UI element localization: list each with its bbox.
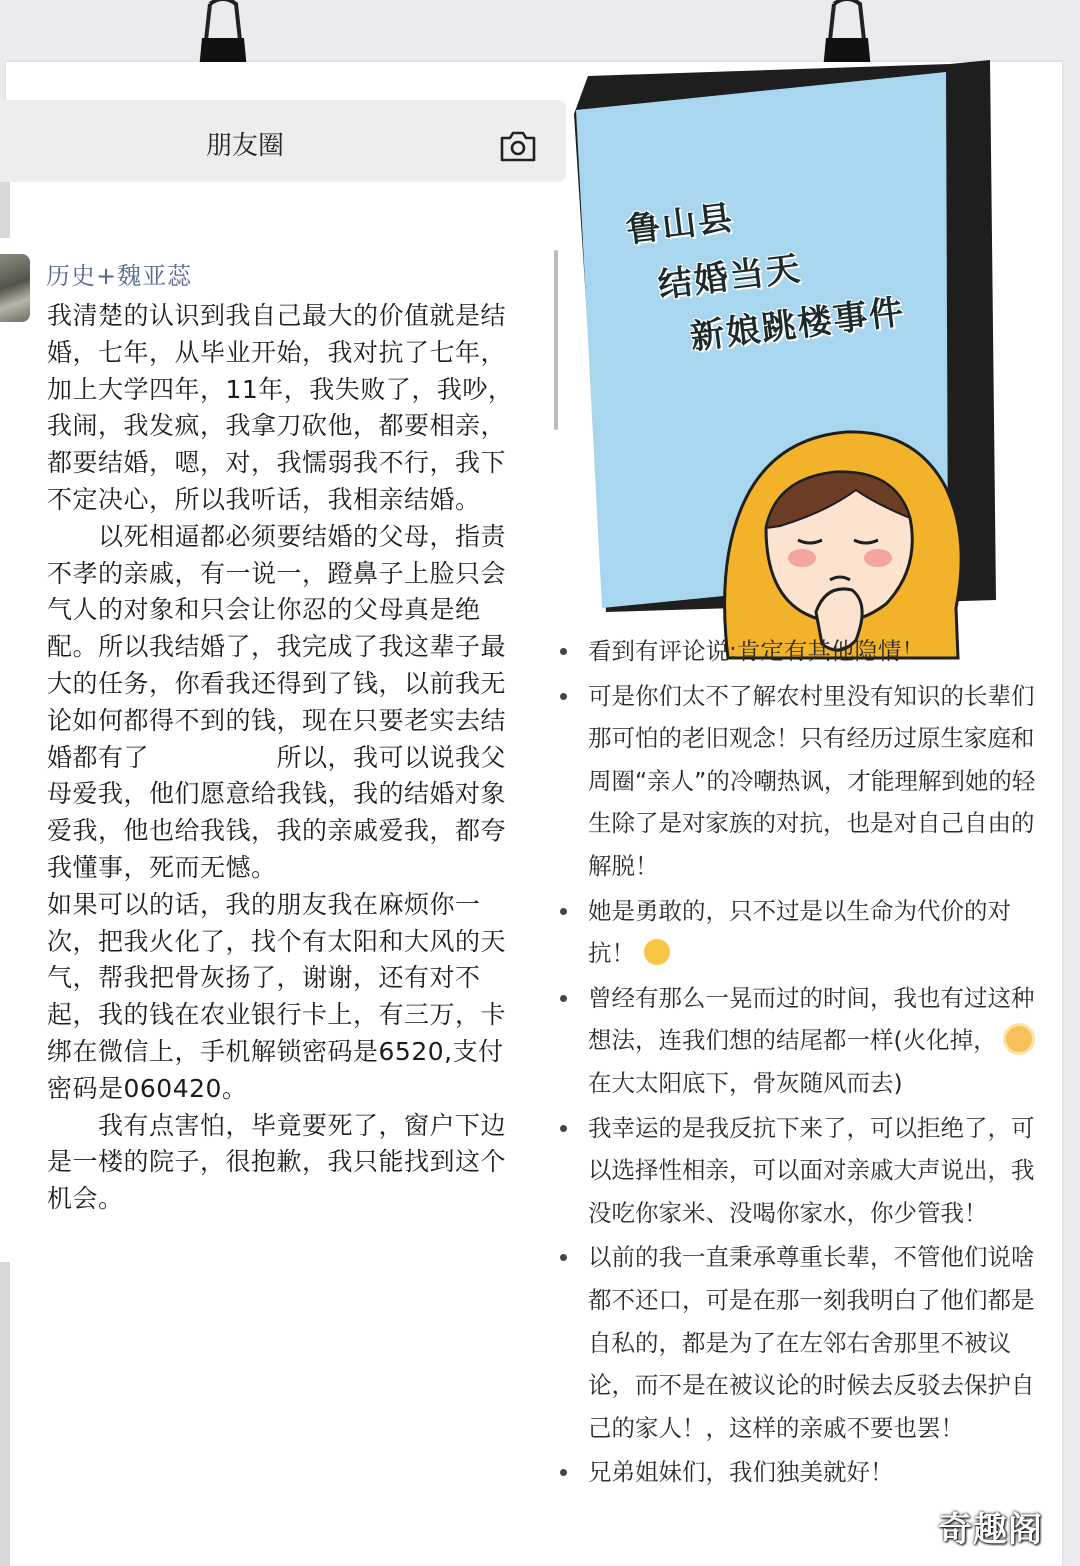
- comment-text: 我幸运的是我反抗下来了，可以拒绝了，可以选择性相亲，可以面对亲戚大声说出，我没吃你家米、没喝你家水，你少管我！: [588, 1113, 1035, 1227]
- comment-text: 曾经有那么一晃而过的时间，我也有过这种想法，连我们想的结尾都一样(火化掉，: [588, 983, 1035, 1055]
- comment-text: 可是你们太不了解农村里没有知识的长辈们那可怕的老旧观念！只有经历过原生家庭和周圈“亲人”的冷嘲热讽，才能理解到她的轻生除了是对家族的对抗，也是对自己自由的解脱！: [588, 681, 1036, 880]
- watermark: 奇趣阁: [938, 1510, 1043, 1550]
- page-title: 朋友圈: [205, 131, 284, 161]
- bullet-icon: [560, 1125, 567, 1132]
- edge-strip: [0, 182, 10, 238]
- list-item: [560, 890, 1050, 975]
- bullet-icon: [560, 995, 567, 1002]
- bullet-icon: [560, 693, 567, 700]
- comment-text: 兄弟姐妹们，我们独美就好！: [588, 1458, 894, 1487]
- comment-text: 她是勇敢的，只不过是以生命为代价的对抗！: [588, 896, 1011, 968]
- scrollbar[interactable]: [554, 250, 558, 430]
- list-item: [560, 1236, 1050, 1449]
- poster-title-line: 鲁山县: [623, 197, 737, 251]
- post-text: 我清楚的认识到我自己最大的价值就是结婚，七年，从毕业开始，我对抗了七年，加上大学四年，11年，我失败了，我吵，我闹，我发疯，我拿刀砍他，都要相亲，都要结婚，嗯，对，我懦弱我不行，我下不定决心，所以我听话，我相亲结婚。 以死相逼都必须要结婚的父母，指责不孝的亲戚，有一说一，蹬鼻子上脸只会气人的对象和只会让你忍的父母真是绝配。所以我结婚了，我完成了我这辈子最大的任务，你看我还得到了钱，以前我无论如何都得不到的钱，现在只要老实去结婚都有了 所以，我可以说我父母爱我，他们愿意给我钱，我的结婚对象爱我，他也给我钱，我的亲戚爱我，都夸我懂事，死而无憾。 如果可以的话，我的朋友我在麻烦你一次，把我火化了，找个有太阳和大风的天气，帮我把骨灰扬了，谢谢，还有对不起，我的钱在农业银行卡上，有三万，卡绑在微信上，手机解锁密码是6520,支付密码是060420。 我有点害怕，毕竟要死了，窗户下边是一楼的院子，很抱歉，我只能找到这个机会。: [47, 301, 514, 1214]
- crying-emoji-icon: [644, 939, 670, 965]
- list-item: [560, 630, 1050, 673]
- comment-list: [560, 630, 1050, 1496]
- list-item: [560, 1107, 1050, 1235]
- comment-text: 在大太阳底下，骨灰随风而去): [588, 1068, 903, 1097]
- bullet-icon: [560, 1469, 567, 1476]
- list-item: [560, 675, 1050, 888]
- avatar[interactable]: [0, 254, 30, 322]
- moments-header: [0, 100, 566, 182]
- comment-text: 看到有评论说:肯定有其他隐情！: [588, 637, 925, 665]
- bullet-icon: [560, 648, 567, 655]
- poster-title-line: 新娘跳楼事件: [687, 291, 908, 358]
- camera-icon[interactable]: [498, 128, 538, 164]
- list-item: [560, 977, 1050, 1105]
- crying-girl-illustration: [706, 408, 1006, 668]
- edge-strip: [0, 1262, 10, 1566]
- comment-text: 以前的我一直秉承尊重长辈，不管他们说啥都不还口，可是在那一刻我明白了他们都是自私的，都是为了在左邻右舍那里不被议论，而不是在被议论的时候去反驳去保护自己的家人！，这样的亲戚不要也罢！: [588, 1243, 1035, 1442]
- sun-emoji-icon: [1006, 1026, 1032, 1052]
- poster: [566, 58, 1004, 618]
- poster-title-line: 结婚当天: [655, 248, 804, 306]
- bullet-icon: [560, 1254, 567, 1261]
- post-author-name[interactable]: 历史+魏亚蕊: [46, 262, 193, 290]
- bullet-icon: [560, 908, 567, 915]
- list-item: [560, 1451, 1050, 1494]
